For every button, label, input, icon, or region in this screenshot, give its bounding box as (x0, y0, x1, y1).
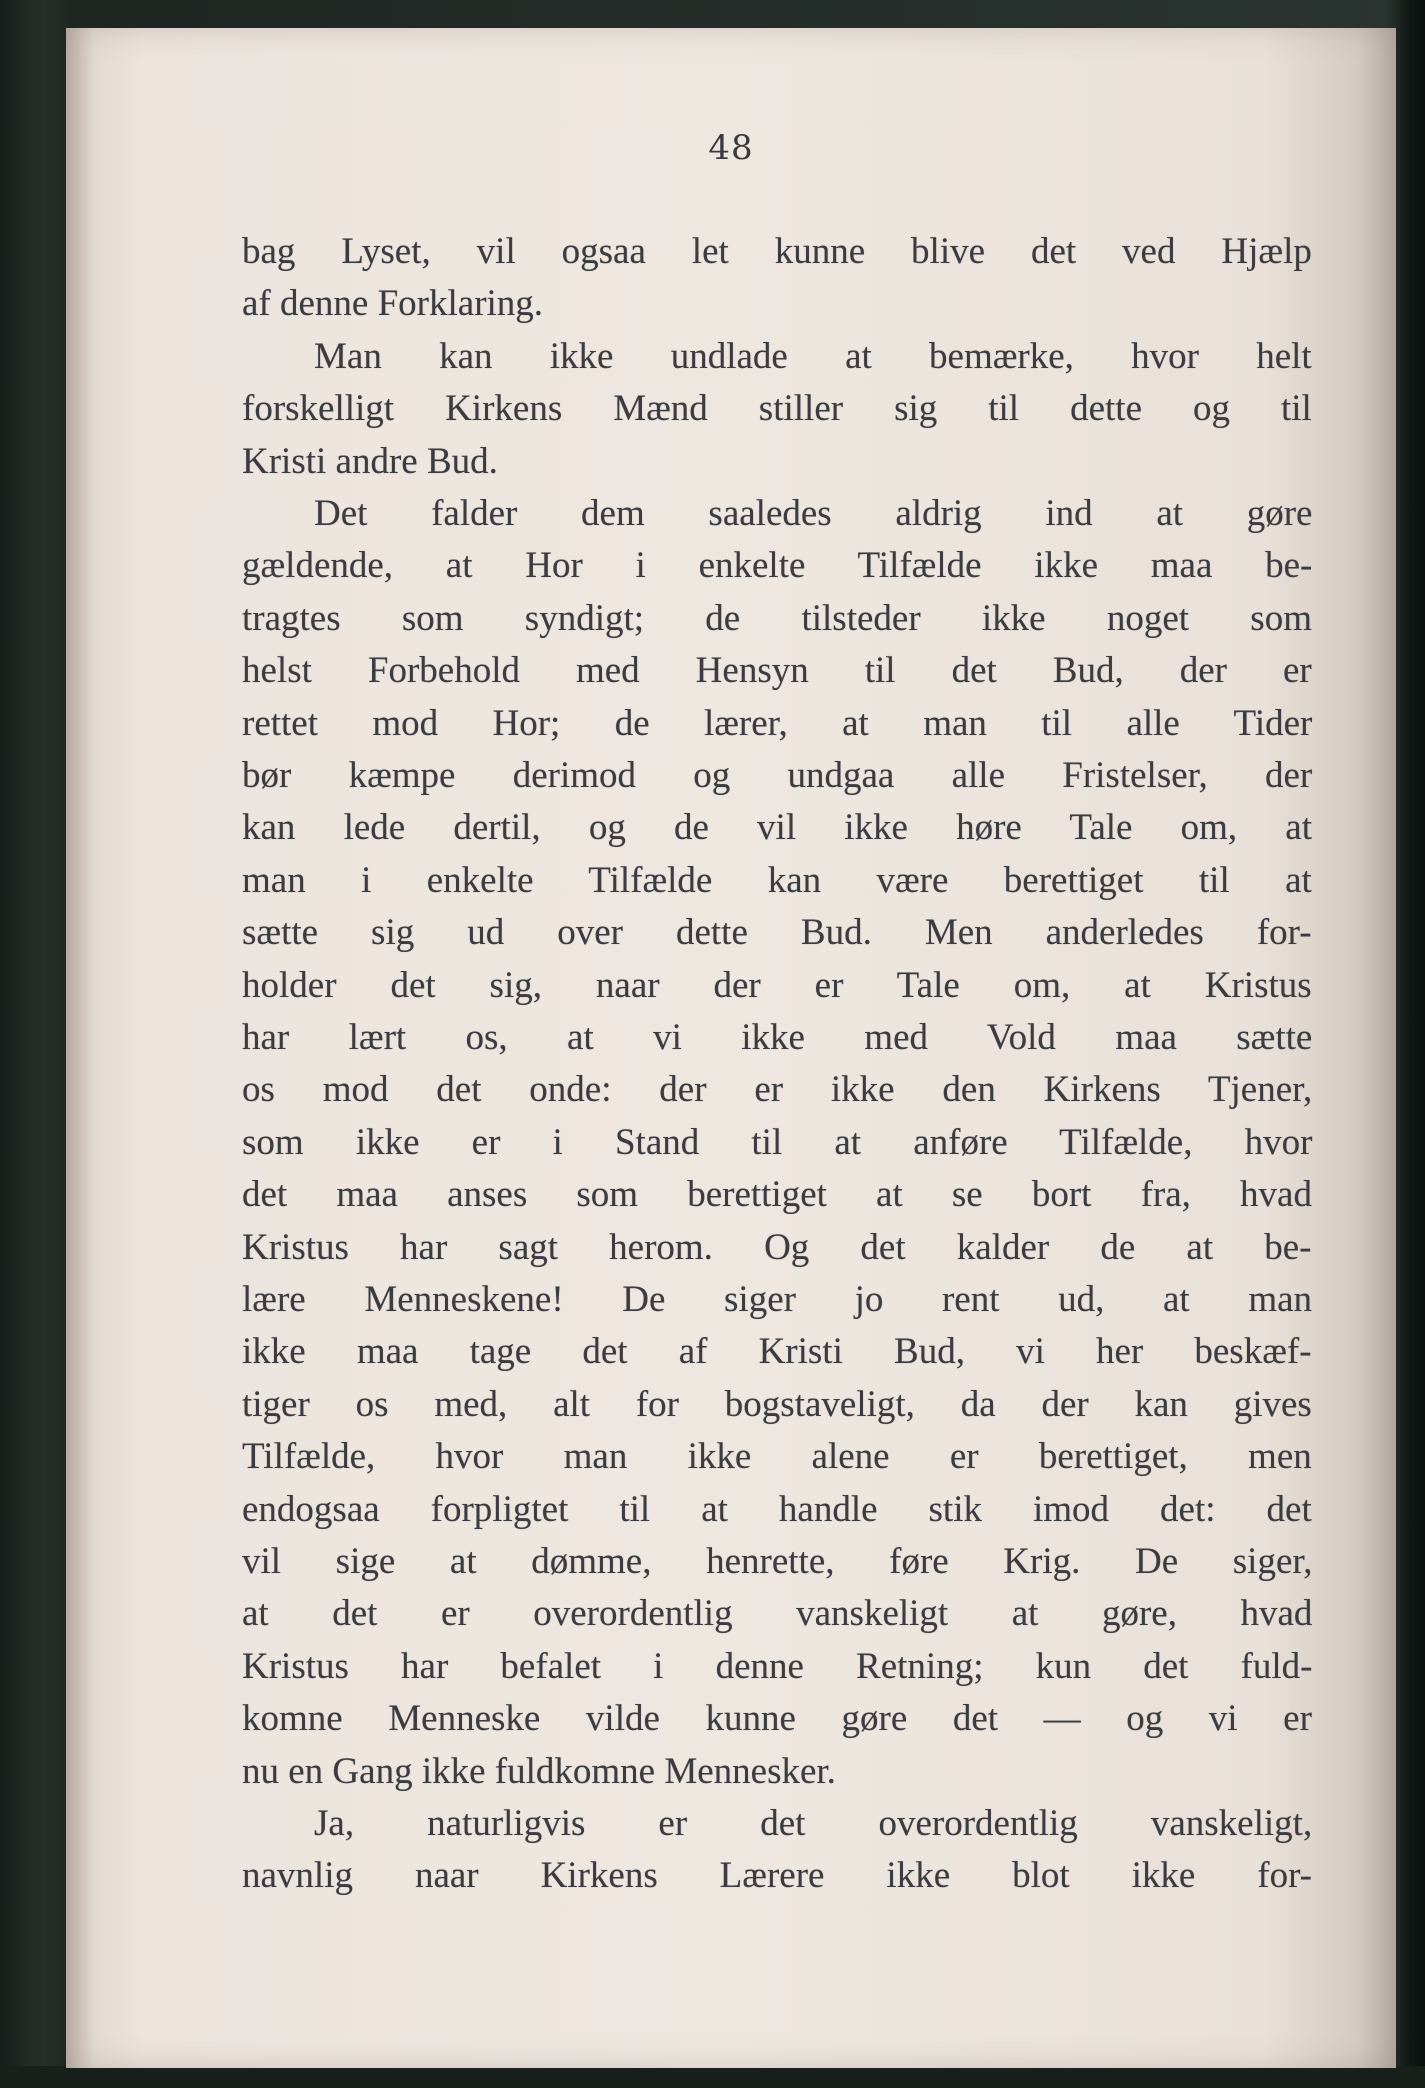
text-line: vil sige at dømme, henrette, føre Krig. De siger, (242, 1541, 1313, 1582)
text-line: ikke maa tage det af Kristi Bud, vi her beskæf- (242, 1331, 1312, 1373)
text-line: Kristi andre Bud. (242, 440, 498, 482)
text-line: har lært os, at vi ikke med Vold maa sætte (242, 1017, 1313, 1058)
text-line: at det er overordentlig vanskeligt at gøre, hvad (242, 1593, 1313, 1635)
text-line: man i enkelte Tilfælde kan være berettiget til at (242, 859, 1312, 901)
text-line: komne Menneske vilde kunne gøre det — og vi er (242, 1698, 1312, 1740)
text-line: tiger os med, alt for bogstaveligt, da der kan gives (242, 1383, 1312, 1425)
text-line: Det falder dem saaledes aldrig ind at gøre (314, 493, 1313, 534)
text-line: Kristus har sagt herom. Og det kalder de at be- (242, 1226, 1312, 1268)
text-line: Kristus har befalet i denne Retning; kun det fuld- (242, 1645, 1313, 1687)
text-line: bør kæmpe derimod og undgaa alle Fristelser, der (242, 755, 1313, 796)
text-line: endogsaa forpligtet til at handle stik imod det: det (242, 1488, 1312, 1530)
text-line: sætte sig ud over dette Bud. Men anderledes for- (242, 912, 1312, 954)
text-line: Man kan ikke undlade at bemærke, hvor helt (314, 335, 1312, 377)
text-line: helst Forbehold med Hensyn til det Bud, der er (242, 650, 1312, 692)
page-number: 48 (708, 128, 754, 168)
text-line: navnlig naar Kirkens Lærere ikke blot ikke for- (242, 1855, 1312, 1897)
text-line: Tilfælde, hvor man ikke alene er berettiget, men (242, 1436, 1312, 1478)
text-line: tragtes som syndigt; de tilsteder ikke noget som (242, 597, 1312, 639)
text-line: som ikke er i Stand til at anføre Tilfælde, hvor (242, 1121, 1313, 1163)
text-line: os mod det onde: der er ikke den Kirkens Tjener, (242, 1069, 1313, 1111)
text-line: lære Menneskene! De siger jo rent ud, at man (242, 1279, 1313, 1320)
text-line: nu en Gang ikke fuldkomne Mennesker. (242, 1750, 836, 1792)
text-line: det maa anses som berettiget at se bort fra, hvad (242, 1174, 1312, 1216)
text-line: forskelligt Kirkens Mænd stiller sig til dette og til (242, 388, 1312, 430)
book-cover-bottom (0, 2066, 1425, 2088)
text-line: Ja, naturligvis er det overordentlig vanskeligt, (314, 1803, 1313, 1844)
text-line: af denne Forklaring. (242, 283, 544, 325)
text-line: holder det sig, naar der er Tale om, at Kristus (242, 964, 1312, 1006)
text-line: kan lede dertil, og de vil ikke høre Tale om, at (242, 807, 1313, 849)
text-line: gældende, at Hor i enkelte Tilfælde ikke maa be- (242, 545, 1313, 587)
text-line: bag Lyset, vil ogsaa let kunne blive det ved Hjælp (242, 231, 1312, 272)
text-line: rettet mod Hor; de lærer, at man til alle Tider (242, 702, 1313, 744)
